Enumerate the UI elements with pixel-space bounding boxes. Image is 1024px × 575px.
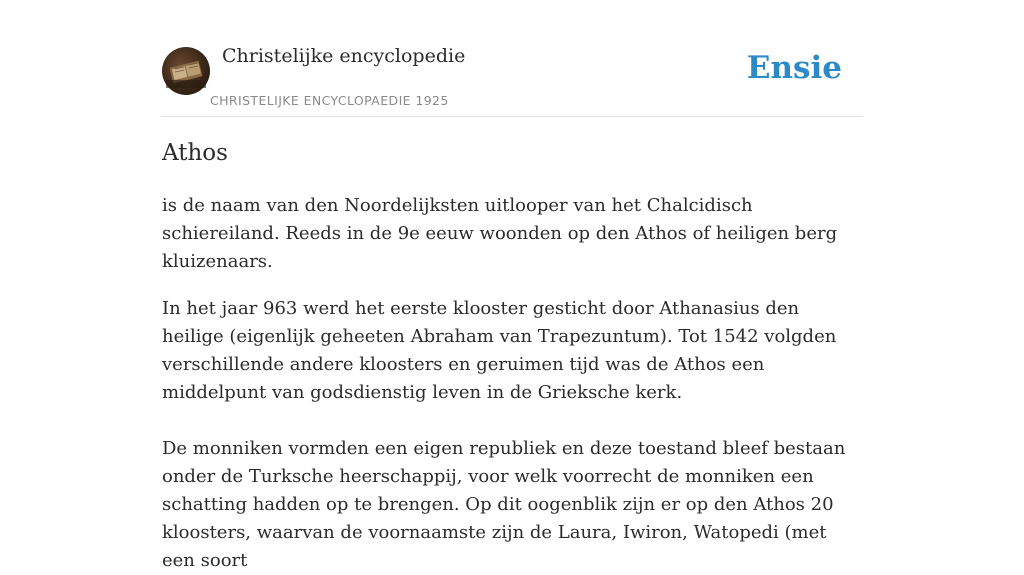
entry-body (162, 192, 862, 575)
entry-paragraph: is de naam van den Noordelijksten uitlooper van het Chalcidisch schiereiland. Reeds in de 9e eeuw woonden op den Athos of heiligen berg kluizenaars. (162, 195, 838, 272)
ensie-logo[interactable]: Ensie (746, 50, 842, 86)
source-title[interactable]: Christelijke encyclopedie (222, 45, 466, 67)
page-container (162, 0, 862, 571)
source-subtitle: CHRISTELIJKE ENCYCLOPAEDIE 1925 (210, 93, 449, 108)
entry-title: Athos (162, 140, 228, 166)
entry-paragraph: In het jaar 963 werd het eerste klooster gesticht door Athanasius den heilige (eigenlijk geheeten Abraham van Trapezuntum). Tot 1542 volgden verschillende andere kloosters en geruimen tijd was de Athos een middelpunt van godsdienstig leven in de Grieksche kerk. (162, 298, 837, 403)
book-image-icon (162, 47, 210, 95)
source-avatar[interactable] (162, 47, 210, 95)
source-header (162, 0, 862, 117)
entry-paragraph: De monniken vormden een eigen republiek en deze toestand bleef bestaan onder de Turksche heerschappij, voor welk voorrecht de monniken een schatting hadden op te brengen. Op dit oogenblik zijn er op den Athos 20 kloosters, waarvan de voornaamste zijn de Laura, Iwiron, Watopedi (met een soort (162, 438, 846, 571)
